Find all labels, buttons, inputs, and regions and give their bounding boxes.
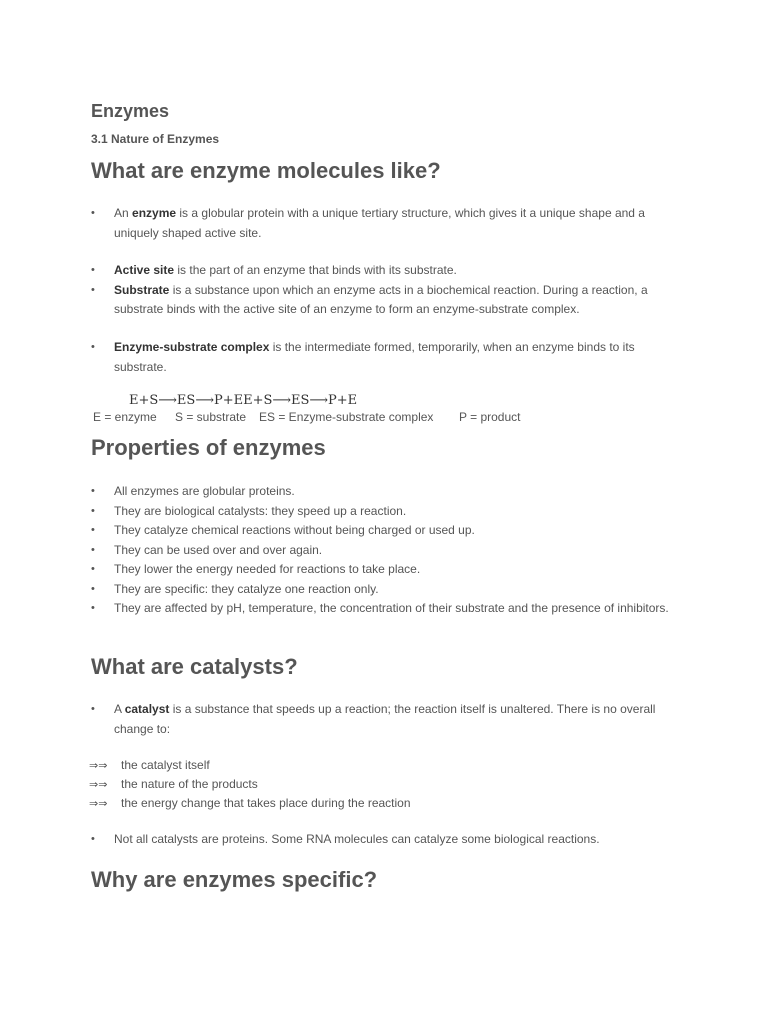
bullet-icon: •: [91, 504, 95, 517]
bullet-icon: •: [91, 283, 95, 296]
bullet-icon: •: [91, 563, 95, 575]
heading-catalysts: What are catalysts?: [91, 654, 298, 679]
bullet-icon: •: [91, 703, 95, 715]
no-change-text: the catalyst itself: [121, 758, 210, 772]
term-active-site: Active site: [114, 263, 175, 277]
term-enzyme-substrate-complex: Enzyme-substrate complex: [114, 340, 270, 354]
heading-properties: Properties of enzymes: [91, 435, 326, 460]
legend-product: P = product: [459, 410, 521, 424]
heading-specific: Why are enzymes specific?: [91, 867, 378, 892]
rna-note: Not all catalysts are proteins. Some RNA molecules can catalyze some biological reactions.: [114, 832, 600, 846]
list-item: • Active site is the part of an enzyme that binds with its substrate.: [91, 261, 681, 281]
no-change-text: the nature of the products: [121, 777, 258, 791]
property-text: They can be used over and over again.: [114, 542, 323, 557]
legend-substrate: S = substrate: [175, 410, 247, 424]
bullet-icon: •: [91, 602, 95, 614]
site-substrate-list: [91, 261, 681, 320]
property-text: They are affected by pH, temperature, the concentration of their substrate and the presence of inhibitors.: [114, 601, 669, 615]
term-enzyme: enzyme: [132, 206, 177, 220]
reaction-formula: E+S⟶ES⟶P+EE+S⟶ES⟶P+E: [129, 393, 358, 408]
formula-legend: [93, 410, 521, 424]
list-item: [91, 560, 681, 580]
implies-arrow-icon: ⇒⇒: [89, 759, 108, 772]
term-catalyst: catalyst: [124, 702, 170, 716]
bullet-icon: •: [91, 207, 95, 219]
list-item: [89, 775, 411, 794]
list-item: [91, 830, 681, 850]
catalyst-definition-list: [91, 700, 681, 739]
list-item: • Substrate is a substance upon which an enzyme acts in a biochemical reaction. During a reaction, a substrate binds with the active site of an enzyme to form an enzyme-substrate complex.: [91, 282, 648, 316]
list-item: [89, 756, 411, 775]
section-subtitle: 3.1 Nature of Enzymes: [91, 132, 220, 146]
list-item: [91, 541, 681, 561]
bullet-icon: •: [91, 582, 95, 595]
doc-title: Enzymes: [91, 101, 170, 121]
property-text: They are biological catalysts: they speed up a reaction.: [114, 503, 407, 518]
list-item: [91, 502, 681, 522]
legend-complex: ES = Enzyme-substrate complex: [259, 410, 434, 424]
heading-enzyme-molecules: What are enzyme molecules like?: [91, 158, 441, 183]
list-item: [91, 482, 681, 502]
enzyme-definition-list: [91, 204, 681, 243]
property-text: They catalyze chemical reactions without being charged or used up.: [114, 523, 475, 537]
bullet-icon: •: [91, 264, 95, 276]
term-substrate: Substrate: [114, 282, 170, 297]
list-item: [91, 580, 681, 600]
no-change-text: the energy change that takes place during the reaction: [121, 796, 411, 810]
list-item: • Enzyme-substrate complex is the intermediate formed, temporarily, when an enzyme binds to its substrate.: [91, 340, 635, 374]
properties-list: [91, 482, 681, 619]
rna-note-list: [91, 830, 681, 850]
list-item: [91, 521, 681, 541]
property-text: They are specific: they catalyze one reaction only.: [114, 581, 379, 596]
bullet-icon: •: [91, 485, 95, 497]
property-text: All enzymes are globular proteins.: [114, 484, 295, 498]
list-item: • A catalyst is a substance that speeds up a reaction; the reaction itself is unaltered. There is no overall change to:: [91, 702, 656, 736]
list-item: • An enzyme is a globular protein with a unique tertiary structure, which gives it a unique shape and a uniquely shaped active site.: [91, 206, 645, 240]
bullet-icon: •: [91, 833, 95, 845]
legend-enzyme: E = enzyme: [93, 410, 157, 424]
no-change-list: [89, 756, 411, 813]
implies-arrow-icon: ⇒⇒: [89, 797, 108, 810]
property-text: They lower the energy needed for reactions to take place.: [114, 562, 421, 576]
bullet-icon: •: [91, 543, 95, 556]
implies-arrow-icon: ⇒⇒: [89, 778, 108, 791]
complex-list: [91, 338, 681, 377]
list-item: [91, 599, 681, 619]
bullet-icon: •: [91, 524, 95, 536]
list-item: [89, 794, 411, 813]
bullet-icon: •: [91, 341, 95, 353]
